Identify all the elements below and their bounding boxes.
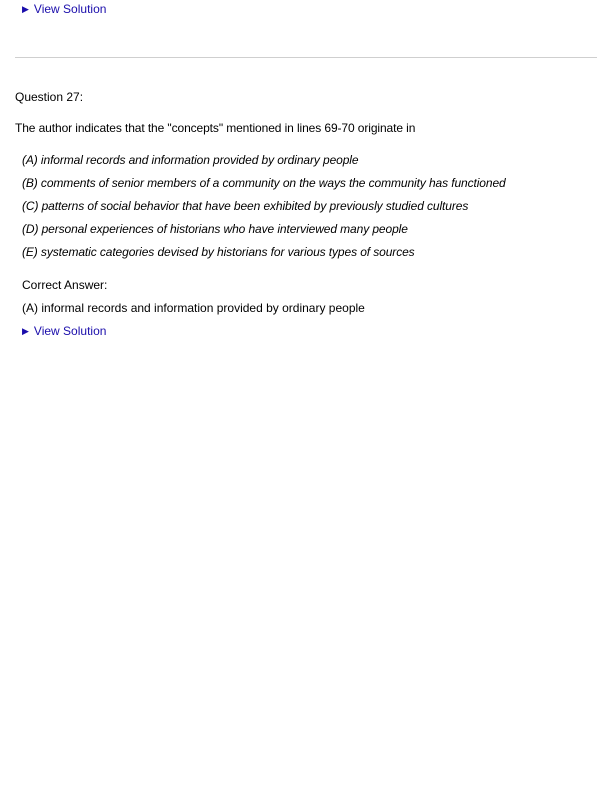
question-stem: The author indicates that the "concepts" mentioned in lines 69-70 originate in bbox=[15, 121, 416, 135]
view-solution-label: View Solution bbox=[33, 2, 107, 16]
view-solution-link-top[interactable] bbox=[22, 2, 106, 16]
section-divider bbox=[15, 57, 597, 58]
correct-answer-text: (A) informal records and information provided by ordinary people bbox=[22, 301, 365, 315]
choice-e: (E) systematic categories devised by historians for various types of sources bbox=[22, 245, 415, 259]
view-solution-link-bottom[interactable] bbox=[22, 324, 106, 338]
choice-c: (C) patterns of social behavior that have been exhibited by previously studied cultures bbox=[22, 199, 469, 213]
answer-choices bbox=[22, 153, 506, 268]
triangle-right-icon: ▶ bbox=[22, 325, 29, 336]
triangle-right-icon: ▶ bbox=[22, 3, 29, 14]
view-solution-label: View Solution bbox=[33, 324, 107, 338]
choice-a: (A) informal records and information provided by ordinary people bbox=[22, 153, 359, 167]
choice-d: (D) personal experiences of historians who have interviewed many people bbox=[22, 222, 408, 236]
choice-b: (B) comments of senior members of a community on the ways the community has functioned bbox=[22, 176, 506, 190]
correct-answer-label: Correct Answer: bbox=[22, 278, 108, 292]
question-heading: Question 27: bbox=[15, 90, 84, 104]
